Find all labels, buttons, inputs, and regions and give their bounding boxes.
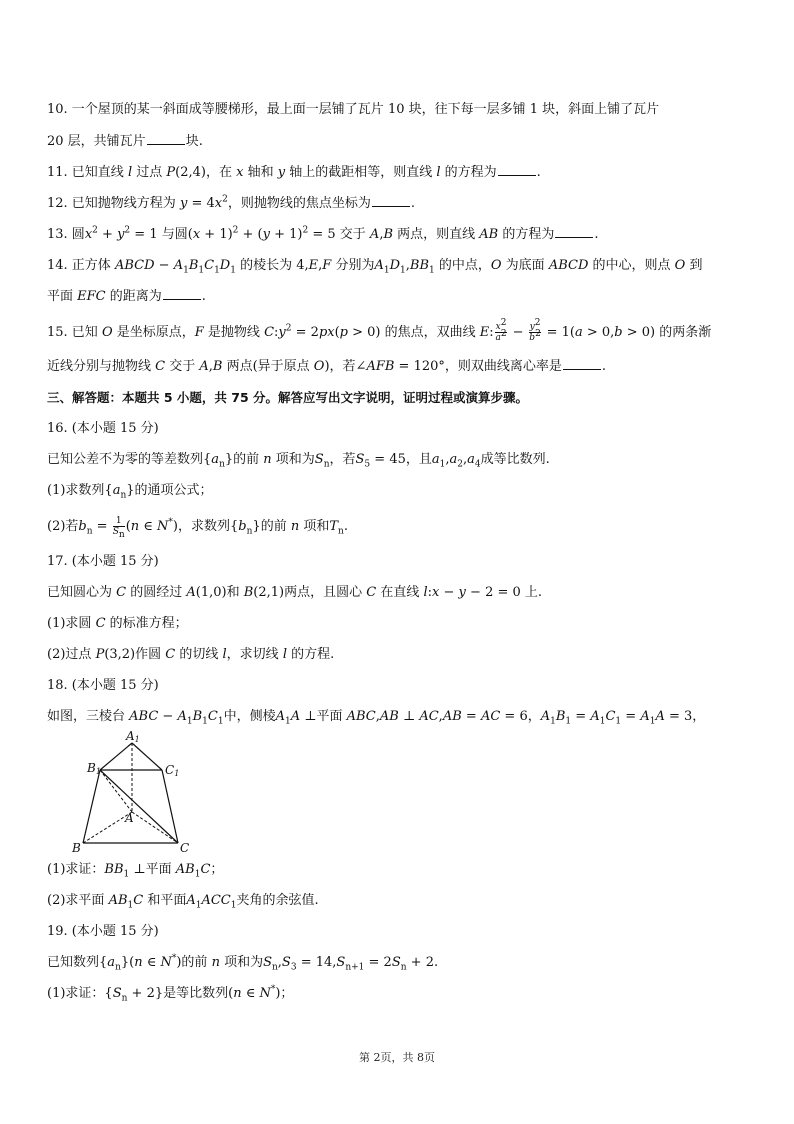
problem-10-line-1: 10. 一个屋顶的某一斜面成等腰梯形，最上面一层铺了瓦片 10 块，往下每一层多铺 1 块，斜面上铺了瓦片 (47, 102, 660, 117)
problem-10-line-2: 20 层，共铺瓦片 块. (47, 134, 203, 149)
label-a: A (125, 811, 134, 825)
problem-16-q1: (1)求数列$\{a_n\}$的通项公式； (47, 483, 213, 501)
problem-16-stem: 已知公差不为零的等差数列$\{a_n\}$的前 n 项和为$S_n$，若$S_5 = 45$，且$a_1,a_2,a_4$成等比数列. (47, 452, 550, 470)
problem-18-q1: (1)求证：$BB_1$ ⊥平面 $AB_1C$； (47, 862, 224, 880)
problem-15-line-1: 15. 已知 O 是坐标原点，F 是抛物线 $C:y^2 = 2px(p > 0)$ 的焦点，双曲线 E: $\frac{x^2}{a^2}$ − $\frac{y^2}{b^2}$ = 1(a > 0,b > 0) 的两条渐 (47, 318, 712, 343)
label-b: B (72, 841, 81, 855)
problem-14-line-2: 平面 EFC 的距离为 . (47, 289, 206, 304)
problem-17-q1: (1)求圆 C 的标准方程； (47, 616, 188, 631)
problem-19-q1: (1)求证：$\{S_n + 2\}$是等比数列(n ∈ N*)； (47, 984, 294, 1004)
problem-12: 12. 已知抛物线方程为 $y = 4x^2$，则抛物线的焦点坐标为 . (47, 194, 415, 211)
problem-11: 11. 已知直线 l 过点 P(2,4)，在 x 轴和 y 轴上的截距相等，则直线 l 的方程为 . (47, 165, 541, 180)
problem-15-line-2: 近线分别与抛物线 C 交于 A,B 两点(异于原点 O)，若∠AFB = 120°，则双曲线离心率是 . (47, 359, 607, 374)
problem-18-q2: (2)求平面 $AB_1C$ 和平面$A_1ACC_1$夹角的余弦值. (47, 893, 319, 911)
problem-13: 13. 圆$x^2 + y^2 = 1$ 与圆$(x + 1)^2 + (y + 1)^2 = 5$ 交于 A,B 两点，则直线 AB 的方程为 . (47, 225, 599, 242)
label-a1: A1 (126, 730, 140, 744)
frustum-figure (70, 730, 210, 855)
problem-16-header: 16. (本小题 15 分) (47, 421, 159, 436)
answer-blank[interactable] (498, 163, 536, 176)
edge-b1-c (100, 770, 178, 843)
edge-b1-a1 (100, 743, 132, 770)
problem-17-header: 17. (本小题 15 分) (47, 554, 159, 569)
label-c1: C1 (165, 763, 180, 778)
answer-blank[interactable] (163, 287, 201, 300)
problem-14-line-1: 14. 正方体 ABCD − $A_1B_1C_1D_1$ 的棱长为 4,E,F 分别为$A_1D_1,BB_1$ 的中点，O 为底面 ABCD 的中心，则点 O 到 (47, 258, 703, 276)
edge-c1-c (162, 770, 178, 843)
answer-blank[interactable] (555, 225, 593, 238)
label-c: C (180, 841, 190, 855)
answer-blank[interactable] (563, 357, 601, 370)
page-footer: 第 2页，共 8页 (359, 1051, 435, 1064)
answer-blank[interactable] (372, 194, 410, 207)
problem-19-header: 19. (本小题 15 分) (47, 924, 159, 939)
edge-b1-a (100, 770, 132, 812)
edge-a1-c1 (132, 743, 162, 770)
edge-b1-b (83, 770, 100, 843)
problem-19-stem: 已知数列$\{a_n\}(n$ ∈ N*)的前 n 项和为$S_n,S_3 = 14,S_{n+1} = 2S_n + 2$. (47, 953, 439, 973)
section-heading: 三、解答题：本题共 5 小题，共 75 分。解答应写出文字说明，证明过程或演算步骤。 (47, 390, 529, 405)
problem-17-stem: 已知圆心为 C 的圆经过 A(1,0)和 B(2,1)两点，且圆心 C 在直线 l:x − y − 2 = 0 上. (47, 585, 543, 600)
problem-16-q2: (2)若$b_n$ = $\frac{1}{S_n}$ (n ∈ N*)，求数列$\{b_n\}$的前 n 项和$T_n$. (47, 516, 348, 540)
problem-18-header: 18. (本小题 15 分) (47, 678, 159, 693)
edge-a-c (132, 812, 178, 843)
problem-17-q2: (2)过点 P(3,2)作圆 C 的切线 l，求切线 l 的方程. (47, 647, 335, 662)
label-b1: B1 (87, 761, 101, 776)
answer-blank[interactable] (147, 132, 185, 145)
problem-18-stem: 如图，三棱台 ABC − $A_1B_1C_1$中，侧棱$A_1A$ ⊥平面 ABC,AB ⊥ AC,AB = AC = 6，$A_1B_1 = A_1C_1 = A_1A = 3$， (47, 709, 706, 727)
